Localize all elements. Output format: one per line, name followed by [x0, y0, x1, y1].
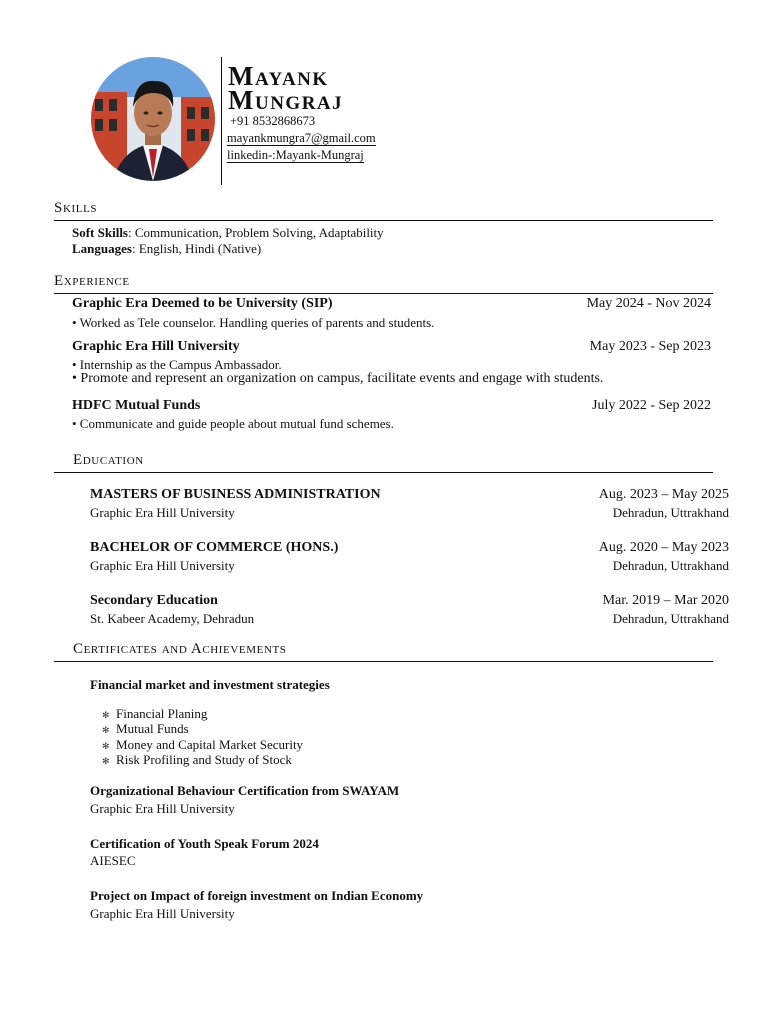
certificate-title: Financial market and investment strategies	[90, 677, 330, 692]
certificates-rule	[54, 661, 713, 662]
languages-label: Languages	[72, 241, 132, 256]
experience-bullet: • Worked as Tele counselor. Handling queries of parents and students.	[72, 315, 435, 330]
education-place: Dehradun, Uttrakhand	[612, 558, 729, 573]
soft-skills-value: : Communication, Problem Solving, Adaptability	[128, 225, 384, 240]
name-first: Mayank	[228, 61, 329, 91]
certificate-bullet	[102, 721, 189, 737]
education-dates: Aug. 2020 – May 2023	[598, 540, 729, 555]
experience-dates: May 2024 - Nov 2024	[586, 296, 711, 311]
experience-bullet: • Communicate and guide people about mutual fund schemes.	[72, 416, 394, 431]
education-degree: BACHELOR OF COMMERCE (HONS.)	[90, 540, 339, 555]
certificate-title: Organizational Behaviour Certification from SWAYAM	[90, 783, 400, 798]
education-dates: Aug. 2023 – May 2025	[598, 487, 729, 502]
experience-org: Graphic Era Deemed to be University (SIP)	[72, 296, 333, 311]
soft-skills-line	[72, 225, 384, 241]
certificate-bullet-text: Risk Profiling and Study of Stock	[116, 752, 292, 767]
star-bullet-icon: ✻	[102, 710, 110, 720]
experience-org: HDFC Mutual Funds	[72, 398, 201, 413]
certificate-subtitle: Graphic Era Hill University	[90, 801, 235, 816]
certificate-bullet-text: Money and Capital Market Security	[116, 737, 304, 752]
education-degree: Secondary Education	[90, 593, 218, 608]
education-school: St. Kabeer Academy, Dehradun	[90, 611, 255, 626]
education-degree: MASTERS OF BUSINESS ADMINISTRATION	[90, 487, 381, 502]
certificate-bullet	[102, 706, 207, 722]
experience-dates: May 2023 - Sep 2023	[589, 339, 711, 354]
experience-bullet: • Internship as the Campus Ambassador.	[72, 357, 282, 372]
profile-photo	[91, 57, 215, 181]
skills-rule	[54, 220, 713, 221]
certificate-bullet	[102, 752, 292, 768]
star-bullet-icon: ✻	[102, 756, 110, 766]
experience-heading: Experience	[54, 273, 130, 289]
star-bullet-icon: ✻	[102, 725, 110, 735]
education-school: Graphic Era Hill University	[90, 505, 235, 520]
header-divider	[221, 57, 222, 185]
experience-dates: July 2022 - Sep 2022	[592, 398, 711, 413]
skills-heading: Skills	[54, 200, 98, 216]
portrait-illustration	[91, 57, 215, 181]
certificate-title: Certification of Youth Speak Forum 2024	[90, 836, 319, 851]
star-bullet-icon: ✻	[102, 741, 110, 751]
education-place: Dehradun, Uttrakhand	[612, 611, 729, 626]
experience-bullet: • Promote and represent an organization on campus, facilitate events and engage with students.	[72, 371, 604, 386]
email-link[interactable]: mayankmungra7@gmail.com	[227, 131, 376, 145]
languages-value: : English, Hindi (Native)	[131, 241, 262, 256]
education-rule	[54, 472, 713, 473]
certificates-heading: Certificates and Achievements	[73, 641, 287, 657]
experience-org: Graphic Era Hill University	[72, 339, 240, 354]
certificate-bullet-text: Mutual Funds	[116, 721, 189, 736]
linkedin-link[interactable]: linkedin-:Mayank-Mungraj	[227, 148, 364, 162]
education-heading: Education	[73, 452, 144, 468]
certificate-title: Project on Impact of foreign investment on Indian Economy	[90, 888, 424, 903]
certificate-subtitle: Graphic Era Hill University	[90, 906, 235, 921]
languages-line	[72, 241, 261, 257]
education-dates: Mar. 2019 – Mar 2020	[602, 593, 729, 608]
education-school: Graphic Era Hill University	[90, 558, 235, 573]
certificate-subtitle: AIESEC	[90, 853, 136, 868]
phone-number: +91 8532868673	[230, 114, 316, 128]
full-name	[228, 61, 344, 115]
experience-rule	[54, 293, 713, 294]
certificate-bullet	[102, 737, 303, 753]
soft-skills-label: Soft Skills	[72, 225, 128, 240]
name-last: Mungraj	[228, 85, 344, 115]
education-place: Dehradun, Uttrakhand	[612, 505, 729, 520]
certificate-bullet-text: Financial Planing	[116, 706, 208, 721]
